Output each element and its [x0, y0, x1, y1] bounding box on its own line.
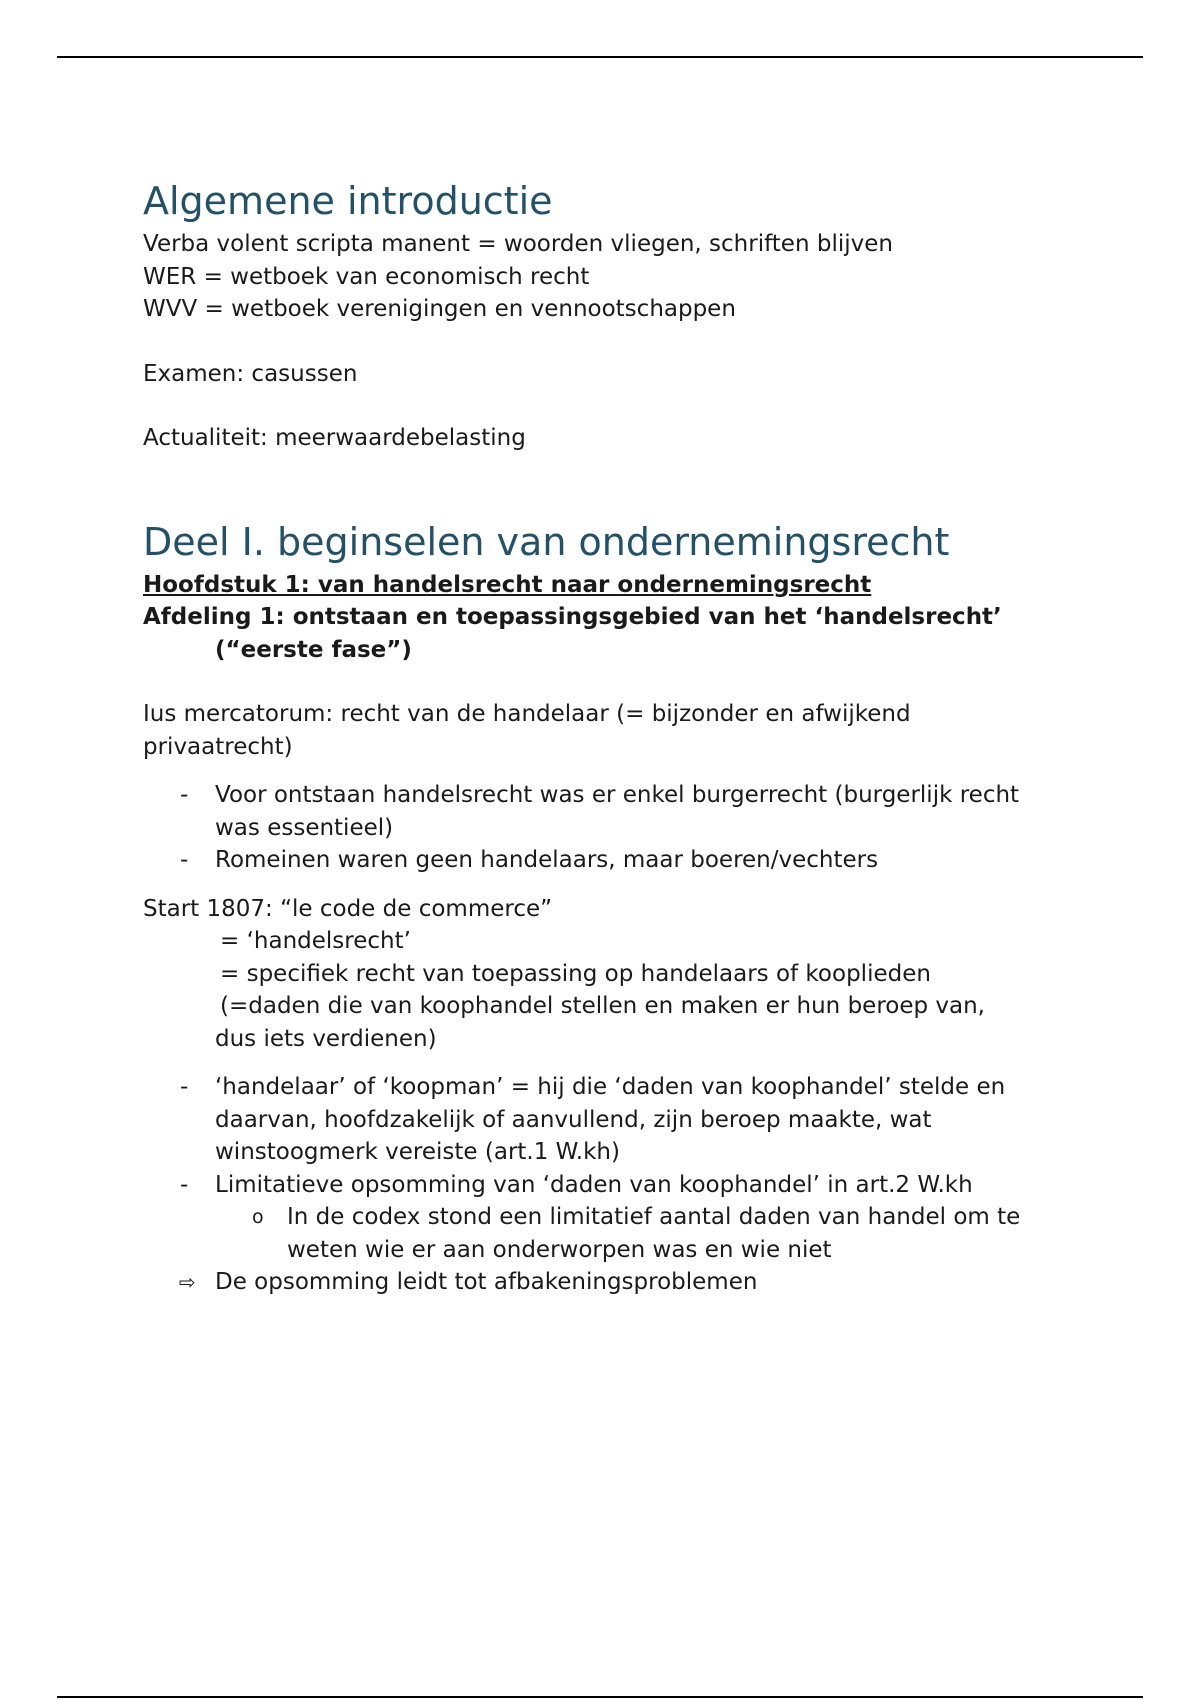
dash-marker: - — [180, 847, 189, 873]
bullet-list — [143, 779, 1063, 877]
dash-marker: - — [180, 782, 189, 808]
text-line: WER = wetboek van economisch recht — [143, 263, 590, 290]
document-body — [143, 178, 1063, 1299]
division-heading: Afdeling 1: ontstaan en toepassingsgebied van het ‘handelsrecht’ (“eerste fase”) — [143, 604, 1002, 663]
list-item — [143, 844, 1063, 877]
definition-line: = ‘handelsrecht’ — [220, 928, 411, 954]
definition-line: = specifiek recht van toepassing op handelaars of kooplieden — [220, 960, 931, 987]
sub-list-item — [215, 1201, 1063, 1266]
list-item — [143, 1169, 1063, 1267]
section-title-part-one: Deel I. beginselen van ondernemingsrecht — [143, 519, 950, 564]
list-item — [143, 779, 1063, 844]
footer-rule — [57, 1696, 1143, 1698]
list-item-text: Romeinen waren geen handelaars, maar boeren/vechters — [215, 847, 879, 873]
circle-marker: o — [252, 1206, 264, 1228]
conclusion-text: De opsomming leidt tot afbakeningsproblemen — [215, 1269, 758, 1295]
arrow-right-icon: ⇨ — [179, 1270, 196, 1294]
definition-line: dus iets verdienen) — [215, 1025, 437, 1052]
exam-line: Examen: casussen — [143, 360, 358, 387]
list-item-text: ‘handelaar’ of ‘koopman’ = hij die ‘daden van koophandel’ stelde en daarvan, hoofdzakelijk of aanvullend, zijn beroep maakte, wat winstoogmerk vereiste (art.1 W.kh) — [215, 1074, 1006, 1165]
list-item — [143, 1071, 1063, 1169]
dash-marker: - — [180, 1074, 189, 1100]
dash-marker: - — [180, 1171, 189, 1198]
section-title-introduction: Algemene introductie — [143, 179, 553, 223]
header-rule — [57, 56, 1143, 58]
start-definition-block — [143, 925, 1063, 1055]
ius-mercatorum-paragraph: Ius mercatorum: recht van de handelaar (= bijzonder en afwijkend privaatrecht) — [143, 701, 911, 760]
conclusion-item — [143, 1266, 1063, 1299]
sub-bullet-list — [215, 1201, 1063, 1266]
list-item-text: Voor ontstaan handelsrecht was er enkel burgerrecht (burgerlijk recht was essentieel) — [215, 782, 1020, 841]
start-1807-line: Start 1807: “le code de commerce” — [143, 895, 553, 922]
sub-list-item-text: In de codex stond een limitatief aantal daden van handel om te weten wie er aan onderworpen was en wie niet — [287, 1204, 1021, 1263]
text-line: WVV = wetboek verenigingen en vennootschappen — [143, 296, 736, 322]
bullet-list — [143, 1071, 1063, 1299]
definition-line: (=daden die van koophandel stellen en maken er hun beroep van, — [220, 993, 985, 1019]
text-line: Verba volent scripta manent = woorden vliegen, schriften blijven — [143, 231, 893, 257]
actuality-line: Actualiteit: meerwaardebelasting — [143, 425, 526, 451]
chapter-heading: Hoofdstuk 1: van handelsrecht naar ondernemingsrecht — [143, 571, 872, 598]
list-item-text: Limitatieve opsomming van ‘daden van koophandel’ in art.2 W.kh — [215, 1171, 973, 1198]
